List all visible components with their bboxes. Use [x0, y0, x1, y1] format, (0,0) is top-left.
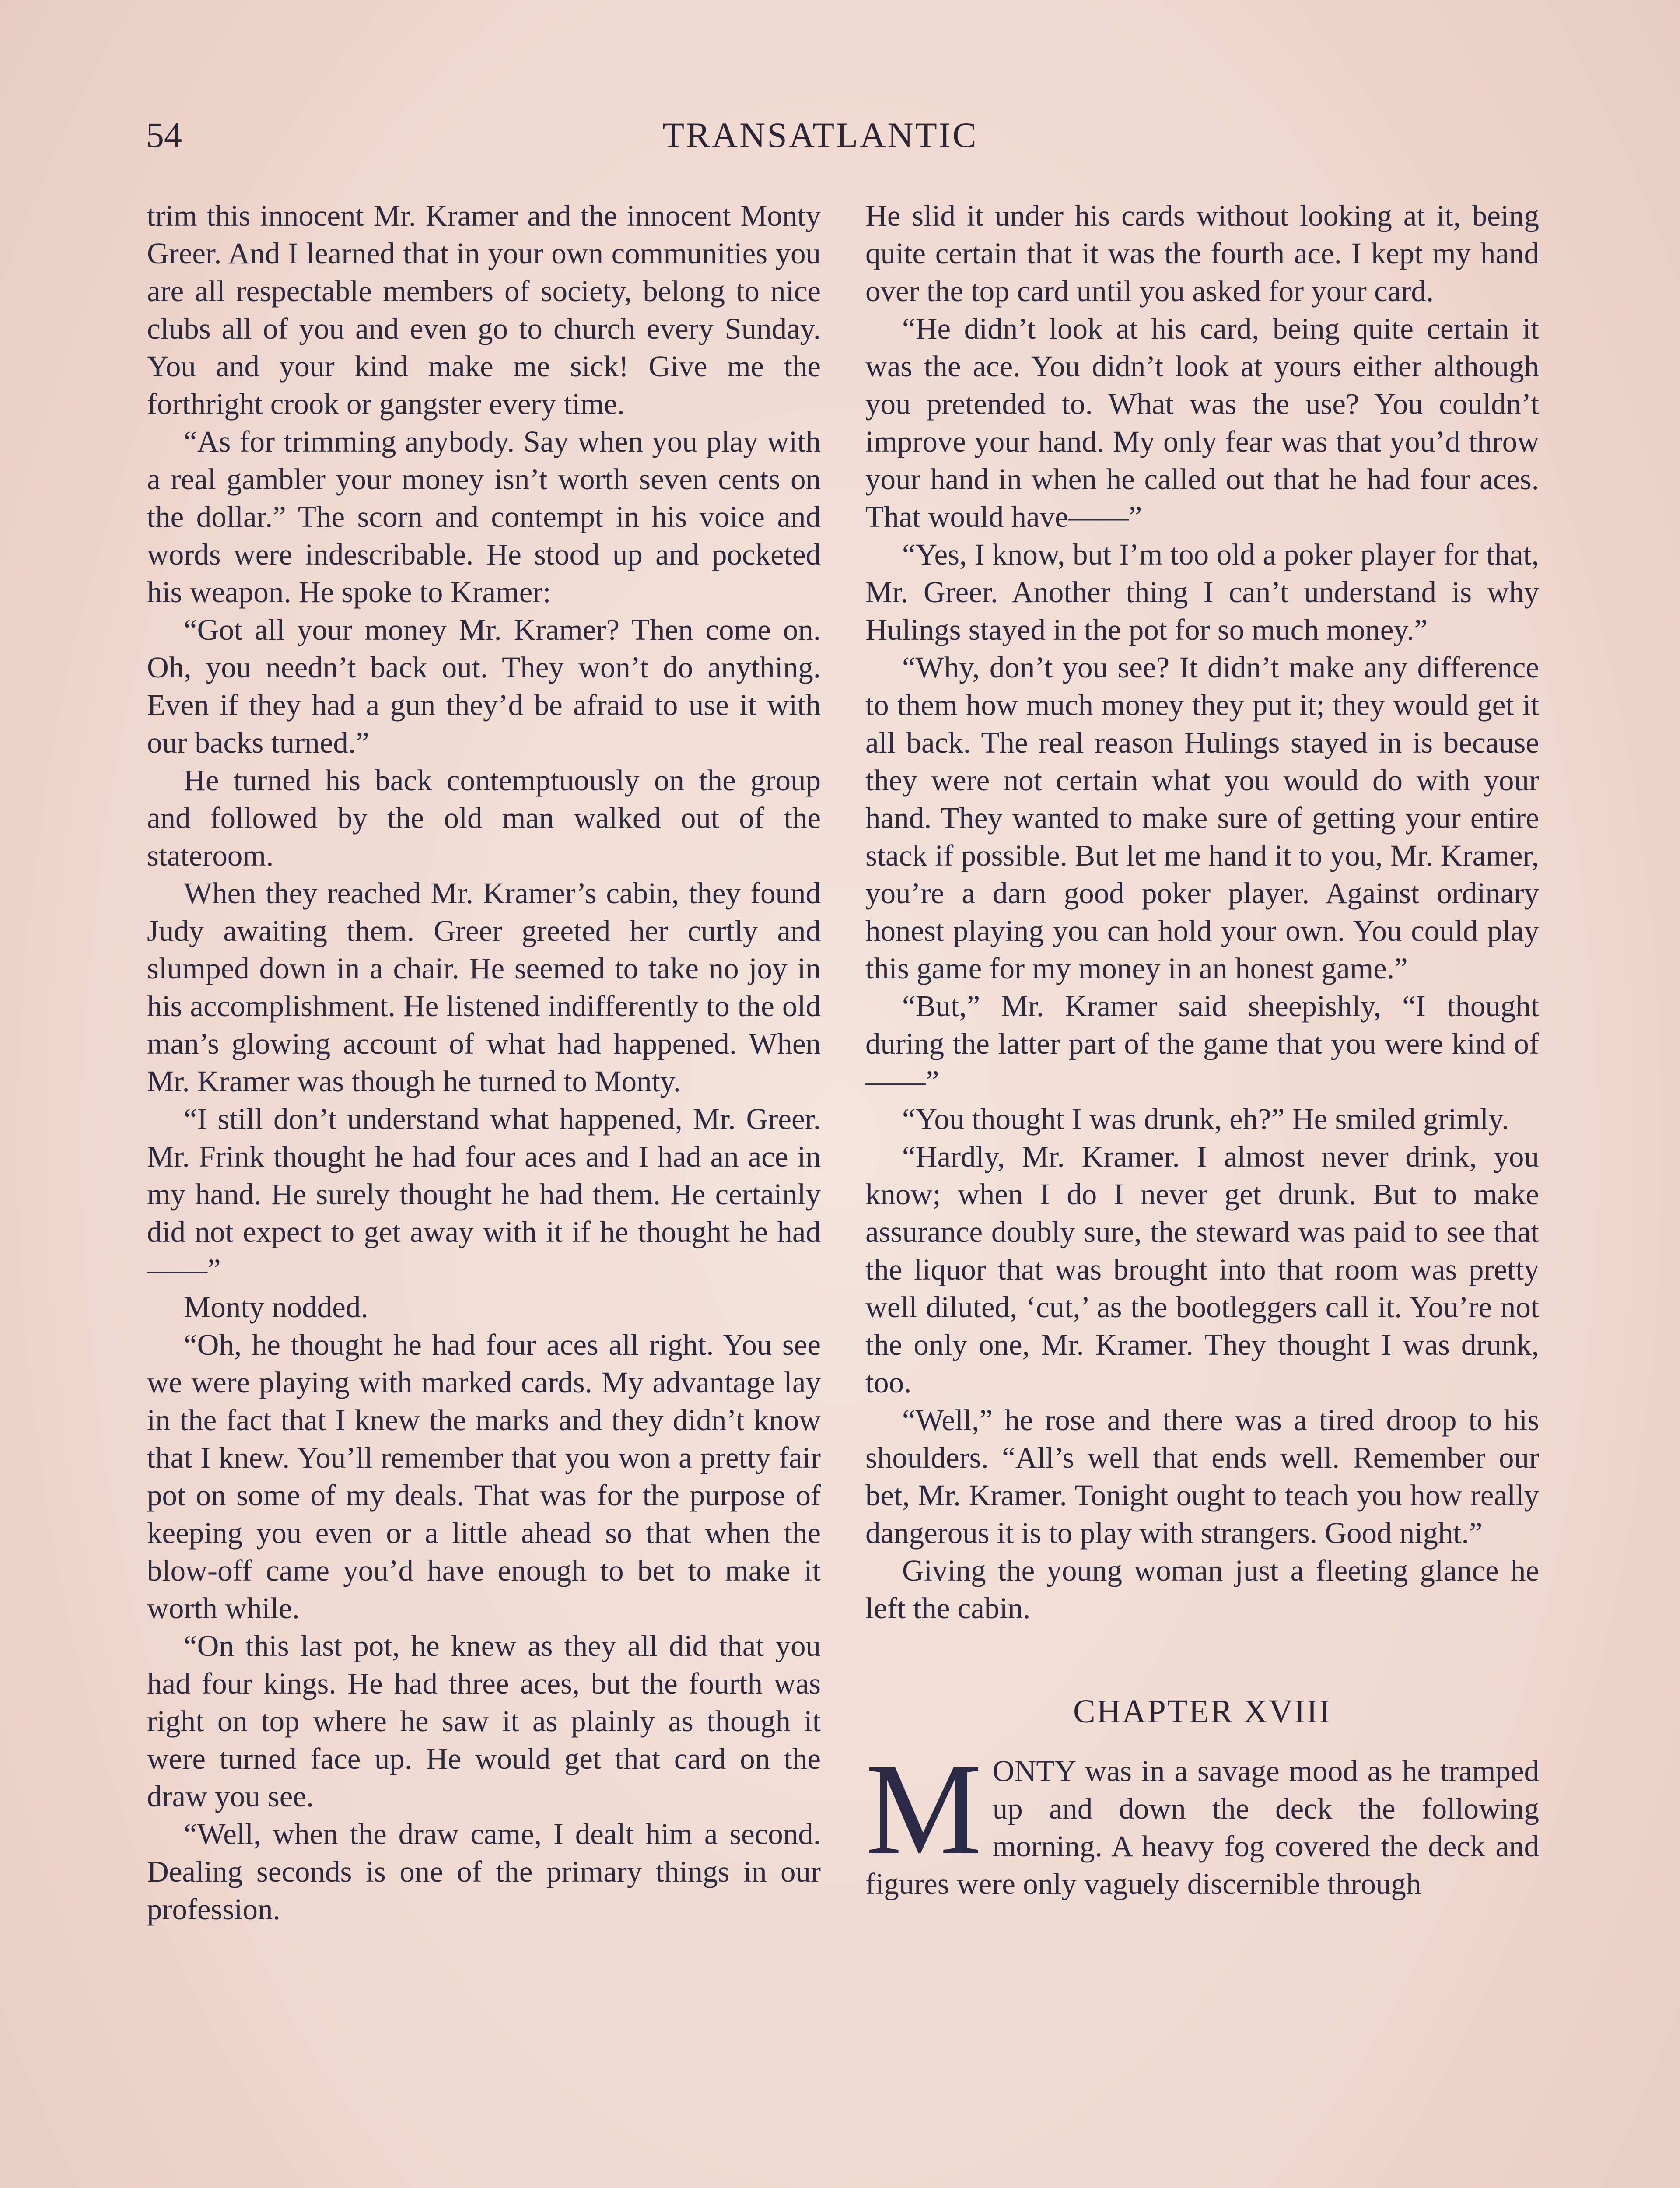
- chapter-heading: CHAPTER XVIII: [1073, 1693, 1331, 1730]
- paragraph: Giving the young woman just a fleeting glance he left the cabin.: [865, 1554, 1539, 1625]
- paragraph: “Got all your money Mr. Kramer? Then come on. Oh, you needn’t back out. They won’t do anything. Even if they had a gun they’d be afraid to use it with our backs turned.”: [147, 613, 821, 759]
- paragraph: “But,” Mr. Kramer said sheepishly, “I thought during the latter part of the game that you were kind of——”: [865, 989, 1539, 1098]
- paragraph: “As for trimming anybody. Say when you play with a real gambler your money isn’t worth seven cents on the dollar.” The scorn and contempt in his voice and words were indescribable. He stood up and pocketed his weapon. He spoke to Kramer:: [147, 425, 821, 609]
- page-number: 54: [146, 115, 182, 155]
- paragraph: “Hardly, Mr. Kramer. I almost never drink, you know; when I do I never get drunk. But to make assurance doubly sure, the steward was paid to see that the liquor that was brought into that room was pretty well diluted, ‘cut,’ as the bootleggers call it. You’re not the only one, Mr. Kramer. They thought I was drunk, too.: [865, 1140, 1539, 1399]
- drop-cap: M: [865, 1736, 982, 1882]
- paragraph: “I still don’t understand what happened, Mr. Greer. Mr. Frink thought he had four aces and I had an ace in my hand. He surely thought he had them. He certainly did not expect to get away with it if he thought he had——”: [147, 1102, 821, 1286]
- left-column: [147, 197, 821, 1928]
- paragraph: “Well, when the draw came, I dealt him a second. Dealing seconds is one of the primary things in our profession.: [147, 1817, 821, 1926]
- paragraph: When they reached Mr. Kramer’s cabin, they found Judy awaiting them. Greer greeted her curtly and slumped down in a chair. He seemed to take no joy in his accomplishment. He listened indifferently to the old man’s glowing account of what had happened. When Mr. Kramer was though he turned to Monty.: [147, 877, 821, 1098]
- paragraph: Monty nodded.: [184, 1290, 368, 1324]
- paragraph: “You thought I was drunk, eh?” He smiled grimly.: [902, 1102, 1509, 1136]
- running-title: TRANSATLANTIC: [662, 115, 978, 155]
- paragraph: He turned his back contemptuously on the group and followed by the old man walked out of the stateroom.: [147, 764, 821, 872]
- paragraph: “He didn’t look at his card, being quite certain it was the ace. You didn’t look at yours either although you pretended to. What was the use? You couldn’t improve your hand. My only fear was that you’d throw your hand in when he called out that he had four aces. That would have——”: [865, 312, 1539, 533]
- paragraph: “Yes, I know, but I’m too old a poker player for that, Mr. Greer. Another thing I can’t understand is why Hulings stayed in the pot for so much money.”: [865, 538, 1539, 646]
- paragraph: “On this last pot, he knew as they all did that you had four kings. He had three aces, but the fourth was right on top where he saw it as plainly as though it were turned face up. He would get that card on the draw you see.: [147, 1629, 821, 1813]
- paragraph: trim this innocent Mr. Kramer and the innocent Monty Greer. And I learned that in your own communities you are all respectable members of society, belong to nice clubs all of you and even go to church every Sunday. You and your kind make me sick! Give me the forthright crook or gangster every time.: [147, 199, 821, 421]
- paragraph: “Why, don’t you see? It didn’t make any difference to them how much money they put it; they would get it all back. The real reason Hulings stayed in is because they were not certain what you would do with your hand. They wanted to make sure of getting your entire stack if possible. But let me hand it to you, Mr. Kramer, you’re a darn good poker player. Against ordinary honest playing you can hold your own. You could play this game for my money in an honest game.”: [865, 651, 1539, 985]
- right-column: [865, 197, 1539, 1903]
- chapter-opening-paragraph: [865, 1736, 1539, 1903]
- page-header: [146, 115, 1550, 163]
- chapter-opening-text: ONTY was in a savage mood as he tramped up and down the deck the following morning. A heavy fog covered the deck and figures were only vaguely discernible through: [865, 1754, 1539, 1900]
- paragraph: “Well,” he rose and there was a tired droop to his shoulders. “All’s well that ends well. Remember our bet, Mr. Kramer. Tonight ought to teach you how really dangerous it is to play with strangers. Good night.”: [865, 1403, 1539, 1550]
- paragraph: He slid it under his cards without looking at it, being quite certain that it was the fourth ace. I kept my hand over the top card until you asked for your card.: [865, 199, 1539, 308]
- paragraph: “Oh, he thought he had four aces all right. You see we were playing with marked cards. My advantage lay in the fact that I knew the marks and they didn’t know that I knew. You’ll remember that you won a pretty fair pot on some of my deals. That was for the purpose of keeping you even or a little ahead so that when the blow-off came you’d have enough to bet to make it worth while.: [147, 1328, 821, 1625]
